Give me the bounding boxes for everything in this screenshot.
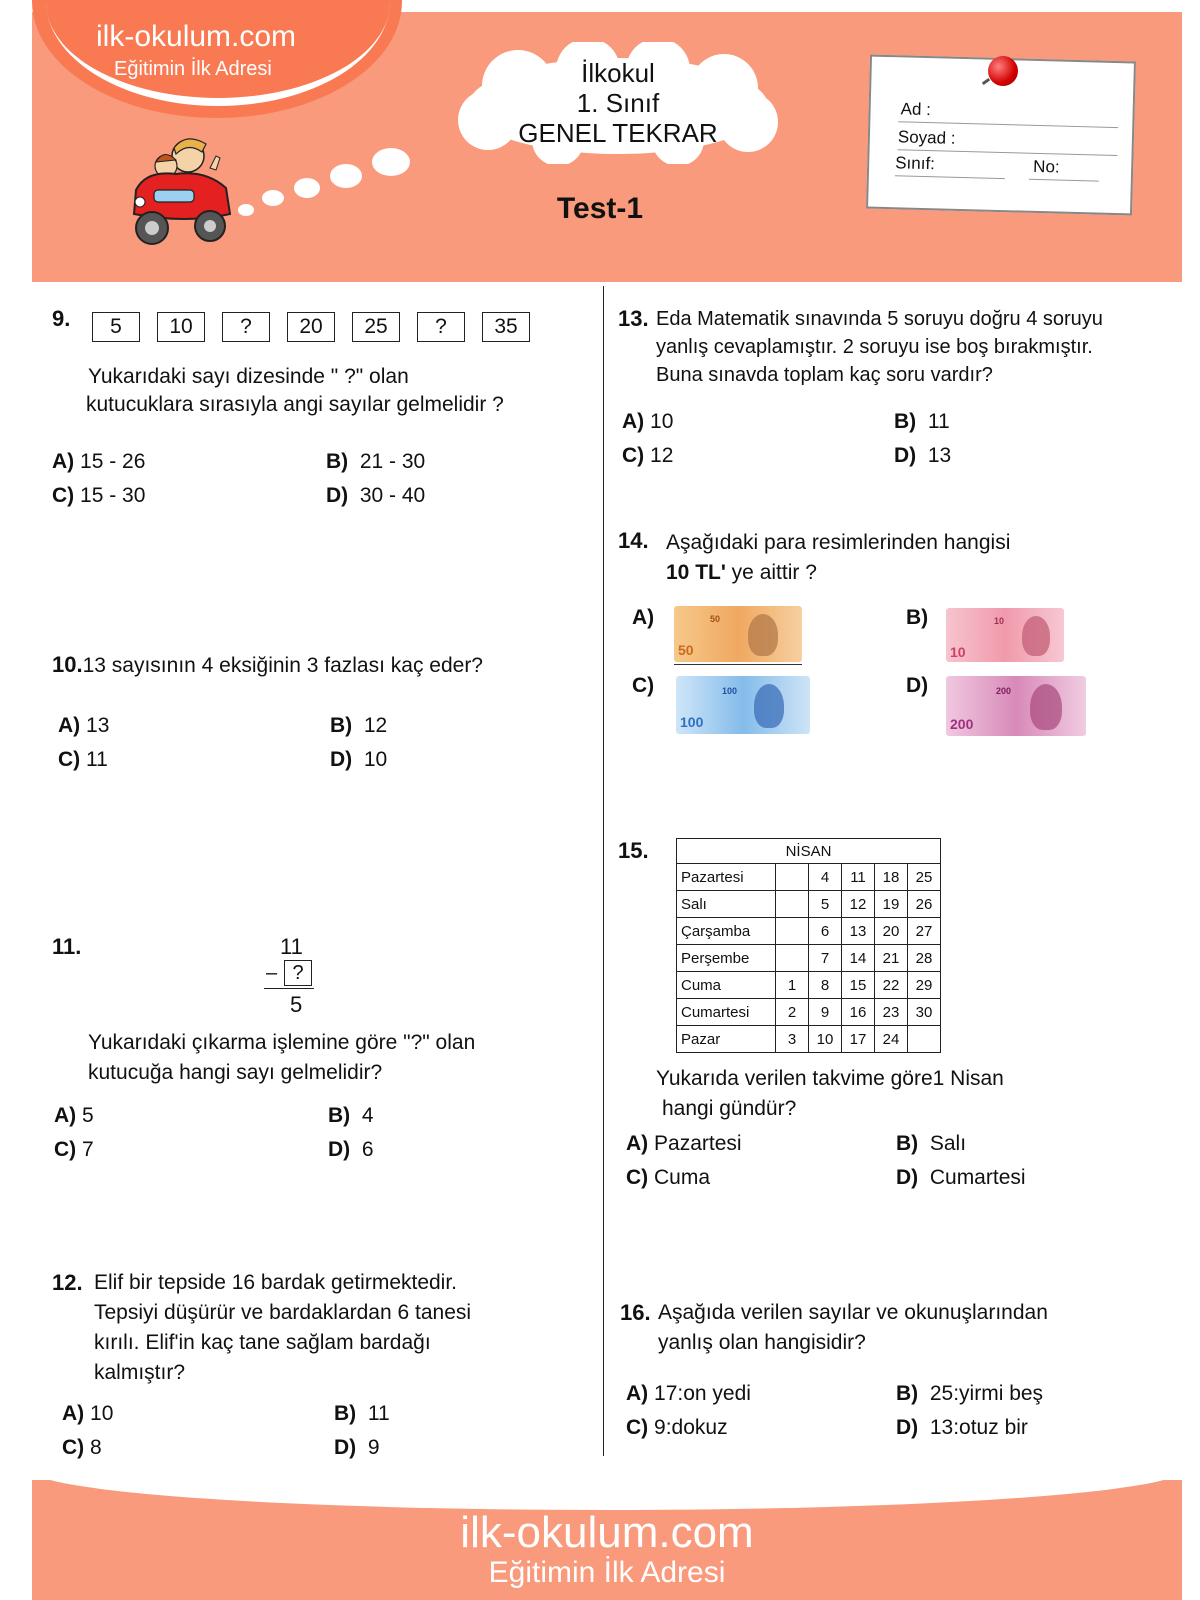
portrait-icon [754,684,784,728]
calendar-cell: 26 [908,891,941,918]
option-letter: B) [330,714,353,737]
option-text: 10 [90,1402,114,1425]
calendar-cell: 8 [809,972,842,999]
day-name: Perşembe [677,945,776,972]
option-letter: A) [626,1382,649,1405]
subtraction-result: 5 [290,992,303,1017]
banknote-b[interactable] [946,608,1064,662]
banknote-a-underline [674,664,802,665]
option-letter: A) [626,1132,649,1155]
calendar-cell: 3 [776,1026,809,1053]
thought-bubble-1 [238,204,254,216]
calendar-cell: 5 [809,891,842,918]
option-letter: B) [896,1382,919,1405]
q16-option-b[interactable] [896,1382,1043,1406]
banknote-value: 50 [710,614,721,624]
option-text: 25:yirmi beş [929,1382,1044,1405]
option-letter: B) [326,450,349,473]
option-text: 30 - 40 [359,484,426,507]
subtraction-line [264,988,314,989]
option-text: 13 [927,444,952,467]
q11-number: 11. [52,934,82,959]
option-text: 4 [361,1104,374,1127]
q10-number: 10. [52,652,83,677]
q13-text-line3: Buna sınavda toplam kaç soru vardır? [656,364,993,386]
calendar-cell: 9 [809,999,842,1026]
option-text: 13 [86,714,110,737]
q11-option-b[interactable] [328,1104,374,1128]
sequence-box: 5 [92,312,140,342]
calendar-cell [776,891,809,918]
column-divider [603,286,604,1456]
option-text: 12 [650,444,674,467]
q9-sequence [92,312,530,342]
option-letter: A) [632,606,655,629]
calendar-cell: 23 [875,999,908,1026]
banknote-value: 200 [996,686,1012,696]
calendar-row [677,1026,941,1053]
option-letter: A) [52,450,75,473]
option-letter: B) [894,410,917,433]
thought-bubble-4 [330,164,362,188]
option-text: Cumartesi [929,1166,1026,1189]
q13-text-line2: yanlış cevaplamıştır. 2 soruyu ise boş bırakmıştır. [656,336,1093,358]
option-letter: C) [632,674,655,697]
q13-number: 13. [618,306,649,331]
calendar-row [677,972,941,999]
q12-option-b[interactable] [334,1402,390,1426]
day-name: Pazar [677,1026,776,1053]
calendar-title: NİSAN [677,839,941,864]
q15-text-line1: Yukarıda verilen takvime göre1 Nisan [656,1067,1004,1090]
calendar-cell: 6 [809,918,842,945]
calendar-cell [776,945,809,972]
q16-option-d[interactable] [896,1416,1028,1440]
day-name: Pazartesi [677,864,776,891]
option-text: 15 - 30 [80,484,146,507]
option-letter: D) [896,1416,919,1439]
option-letter: C) [58,748,81,771]
q12-option-c[interactable] [62,1436,102,1460]
q11-option-d[interactable] [328,1138,374,1162]
calendar-cell: 17 [842,1026,875,1053]
q13-option-a[interactable] [622,410,673,434]
banknote-value-large: 200 [950,716,974,732]
sequence-box: ? [222,312,270,342]
thought-bubble-2 [262,190,284,206]
q16-text-line2: yanlış olan hangisidir? [658,1331,866,1354]
banknote-value-large: 50 [678,642,694,658]
footer-site: ilk-okulum.com [460,1508,754,1557]
q9-option-a[interactable] [52,450,145,474]
logo-site: ilk-okulum.com [96,20,297,53]
banknote-a[interactable] [674,606,802,662]
footer-slogan: Eğitimin İlk Adresi [488,1556,726,1589]
option-letter: B) [896,1132,919,1155]
calendar-row [677,918,941,945]
q14-option-d-label[interactable] [906,674,928,698]
calendar-cell [908,1026,941,1053]
option-text: 17:on yedi [654,1382,751,1405]
q14-bold-text: 10 TL' [666,561,726,584]
q15-number: 15. [618,838,649,863]
calendar-cell: 22 [875,972,908,999]
q9-text-line1: Yukarıdaki sayı dizesinde " ?" olan [88,365,409,388]
q10-option-b[interactable] [330,714,387,738]
q11-option-c[interactable] [54,1138,94,1162]
q16-option-c[interactable] [626,1416,728,1440]
calendar-cell: 25 [908,864,941,891]
q10-option-a[interactable] [58,714,109,738]
q14-text-line1: Aşağıdaki para resimlerinden hangisi [666,531,1011,554]
q11-text-line1: Yukarıdaki çıkarma işlemine göre "?" olan [88,1031,476,1054]
option-letter: C) [52,484,75,507]
option-letter: D) [906,674,929,697]
option-letter: C) [626,1166,649,1189]
q12-text-line4: kalmıştır? [94,1361,186,1384]
calendar-cell: 30 [908,999,941,1026]
q10-question [52,650,483,681]
option-letter: B) [906,606,929,629]
number-line [1029,179,1099,182]
class-line [895,175,1005,179]
q14-text-line2 [666,558,817,588]
q14-option-c-label[interactable] [632,674,654,698]
option-letter: B) [328,1104,351,1127]
banknote-value-large: 100 [680,714,704,730]
day-name: Salı [677,891,776,918]
calendar-cell: 11 [842,864,875,891]
school-level: İlkokul [581,58,655,88]
pushpin-icon [988,56,1018,86]
option-letter: C) [626,1416,649,1439]
calendar-cell: 29 [908,972,941,999]
thought-bubble-3 [294,178,320,198]
q13-option-c[interactable] [622,444,673,468]
option-text: Cuma [654,1166,711,1189]
subtraction-minuend: 11 [280,934,303,959]
option-letter: A) [58,714,81,737]
q15-option-b[interactable] [896,1132,966,1156]
unknown-box: ? [284,960,312,986]
q11-option-a[interactable] [54,1104,94,1128]
subject-title: GENEL TEKRAR [518,118,718,148]
option-letter: D) [334,1436,357,1459]
portrait-icon [1030,684,1062,730]
portrait-icon [1022,616,1050,656]
q12-text-line1: Elif bir tepside 16 bardak getirmektedir. [94,1271,458,1294]
q11-text-line2: kutucuğa hangi sayı gelmelidir? [88,1061,383,1084]
number-label: No: [1032,156,1060,177]
q16-number: 16. [620,1300,651,1325]
option-text: 10 [650,410,674,433]
option-text: 11 [367,1402,390,1425]
option-text: 6 [361,1138,374,1161]
name-label: Ad : [900,99,932,120]
calendar-cell [776,864,809,891]
option-text: 9 [367,1436,380,1459]
option-letter: D) [326,484,349,507]
calendar-row [677,945,941,972]
option-letter: C) [62,1436,85,1459]
grade: 1. Sınıf [576,88,660,118]
option-text: 5 [82,1104,94,1127]
option-text: Salı [929,1132,967,1155]
option-letter: D) [894,444,917,467]
calendar-cell: 20 [875,918,908,945]
option-letter: D) [328,1138,351,1161]
q12-option-a[interactable] [62,1402,113,1426]
calendar-cell: 24 [875,1026,908,1053]
calendar-cell: 15 [842,972,875,999]
q12-text-line2: Tepsiyi düşürür ve bardaklardan 6 tanesi [94,1301,472,1324]
calendar-cell: 13 [842,918,875,945]
q12-text-line3: kırılı. Elif'in kaç tane sağlam bardağı [94,1331,431,1354]
option-letter: A) [622,410,645,433]
option-text: 7 [82,1138,94,1161]
banknote-c[interactable] [676,676,810,734]
option-letter: A) [54,1104,77,1127]
q15-option-d[interactable] [896,1166,1026,1190]
calendar-cell: 27 [908,918,941,945]
q15-option-a[interactable] [626,1132,742,1156]
option-text: 11 [927,410,950,433]
option-text: 9:dokuz [654,1416,728,1439]
test-title: Test-1 [556,192,644,225]
calendar-cell: 10 [809,1026,842,1053]
minus-sign: – [266,962,278,984]
calendar-cell: 12 [842,891,875,918]
class-label: Sınıf: [894,153,936,174]
q10-option-c[interactable] [58,748,108,772]
q9-option-d[interactable] [326,484,425,508]
day-name: Cumartesi [677,999,776,1026]
q13-text-line1: Eda Matematik sınavında 5 soruyu doğru 4 soruyu [656,308,1103,330]
calendar-cell: 28 [908,945,941,972]
calendar-cell: 21 [875,945,908,972]
sequence-box: ? [417,312,465,342]
thought-bubble-5 [372,148,410,176]
q9-option-b[interactable] [326,450,425,474]
option-text: 11 [86,748,108,771]
option-text: Pazartesi [654,1132,742,1155]
q9-text-line2: kutucuklara sırasıyla angi sayılar gelmelidir ? [86,393,504,416]
q13-option-d[interactable] [894,444,951,468]
sequence-box: 25 [352,312,400,342]
option-letter: D) [896,1166,919,1189]
calendar-cell: 18 [875,864,908,891]
sequence-box: 20 [287,312,335,342]
calendar-cell: 4 [809,864,842,891]
q16-text-line1: Aşağıda verilen sayılar ve okunuşlarından [658,1301,1048,1324]
sequence-box: 10 [157,312,205,342]
day-name: Cuma [677,972,776,999]
q14-rest-text: ye aittir ? [725,561,817,584]
q9-number: 9. [52,306,71,331]
option-letter: D) [330,748,353,771]
option-letter: C) [54,1138,77,1161]
cartoon-car-illustration [126,130,236,252]
calendar-cell: 7 [809,945,842,972]
q15-option-c[interactable] [626,1166,710,1190]
banknote-value: 100 [722,686,738,696]
q14-option-a-label[interactable] [632,606,654,630]
banknote-d[interactable] [946,676,1086,736]
option-letter: B) [334,1402,357,1425]
option-text: 8 [90,1436,102,1459]
q13-option-b[interactable] [894,410,950,434]
calendar-cell: 2 [776,999,809,1026]
sequence-box: 35 [482,312,530,342]
option-text: 12 [363,714,388,737]
option-text: 21 - 30 [359,450,426,473]
calendar-cell [776,918,809,945]
april-calendar [676,838,941,1053]
calendar-cell: 19 [875,891,908,918]
name-line [898,121,1118,128]
q14-option-b-label[interactable] [906,606,928,630]
q10-text: 13 sayısının 4 eksiğinin 3 fazlası kaç eder? [82,654,483,677]
day-name: Çarşamba [677,918,776,945]
calendar-cell: 16 [842,999,875,1026]
q16-option-a[interactable] [626,1382,751,1406]
q14-number: 14. [618,528,649,553]
option-text: 13:otuz bir [929,1416,1028,1439]
banknote-value-large: 10 [950,644,966,660]
q10-option-d[interactable] [330,748,387,772]
calendar-row [677,864,941,891]
calendar-row [677,999,941,1026]
q12-number: 12. [52,1270,83,1295]
option-text: 15 - 26 [80,450,146,473]
calendar-cell: 1 [776,972,809,999]
banknote-value: 10 [994,616,1005,626]
surname-label: Soyad : [897,127,956,148]
logo-slogan: Eğitimin İlk Adresi [114,58,272,80]
calendar-cell: 14 [842,945,875,972]
option-text: 10 [363,748,388,771]
portrait-icon [748,614,778,656]
option-letter: A) [62,1402,85,1425]
q9-option-c[interactable] [52,484,145,508]
q15-text-line2: hangi gündür? [662,1097,797,1120]
q12-option-d[interactable] [334,1436,380,1460]
option-letter: C) [622,444,645,467]
calendar-row [677,891,941,918]
